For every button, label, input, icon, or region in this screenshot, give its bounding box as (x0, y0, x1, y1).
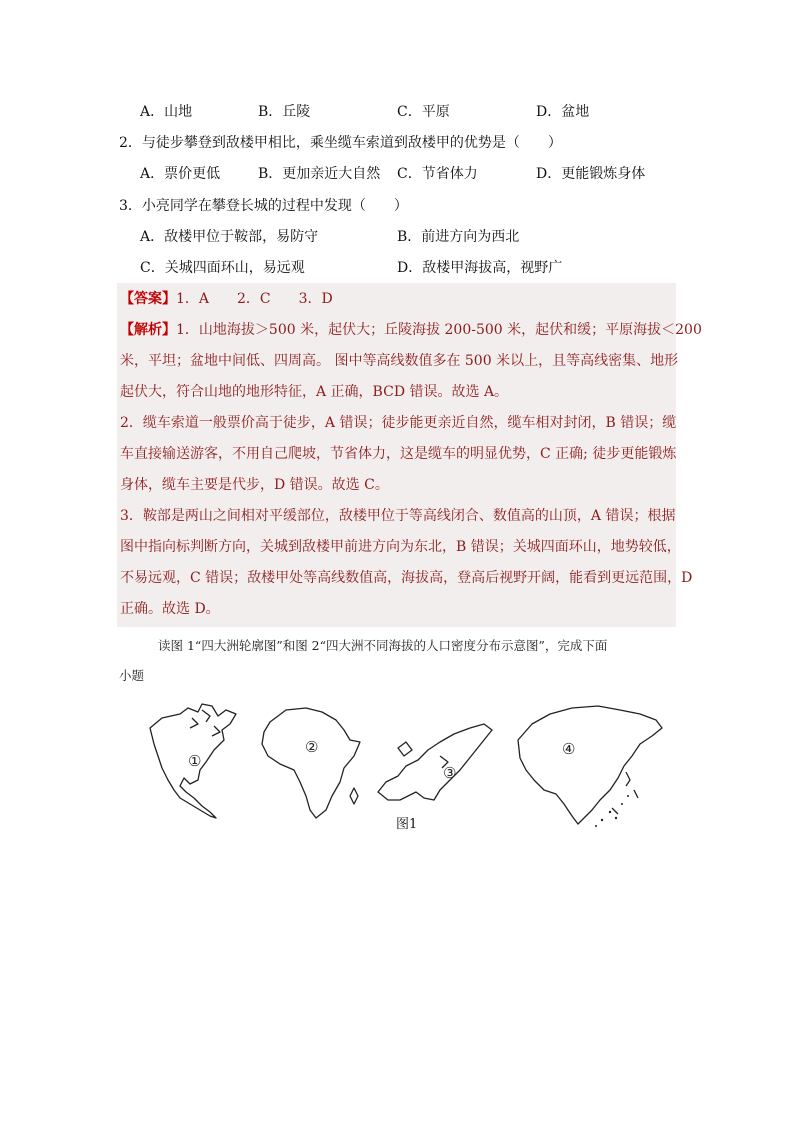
q3-option-a: A．敌楼甲位于鞍部，易防守 (140, 229, 319, 245)
q3-stem: 3．小亮同学在攀登长城的过程中发现（ ） (119, 198, 408, 214)
q2-option-d: D．更能锻炼身体 (536, 166, 646, 182)
figure-caption: 图1 (396, 817, 418, 832)
q3-option-d: D．敌楼甲海拔高，视野广 (397, 260, 563, 276)
analysis-line-5: 车直接输送游客，不用自己爬坡，节省体力，这是缆车的明显优势，C 正确; 徒步更能锻炼 (120, 446, 677, 462)
q2-option-c: C．节省体力 (397, 166, 478, 182)
q1-option-b: B．丘陵 (258, 104, 311, 120)
intro-line-1: 读图 1“四大洲轮廓图”和图 2“四大洲不同海拔的人口密度分布示意图”，完成下面 (158, 638, 608, 653)
label-4: ④ (562, 740, 576, 758)
analysis-line-6: 身体，缆车主要是代步，D 错误。故选 C。 (120, 477, 389, 493)
analysis-tag: 【解析】 (120, 322, 176, 338)
europe-outline (378, 724, 492, 800)
label-1: ① (188, 752, 202, 770)
analysis-line-9: 不易远观，C 错误；敌楼甲处等高线数值高，海拔高，登高后视野开阔，能看到更远范围，D (120, 570, 693, 586)
q2-stem: 2．与徒步攀登到敌楼甲相比，乘坐缆车索道到敌楼甲的优势是（ ） (119, 135, 562, 151)
q2-option-a: A．票价更低 (140, 166, 221, 182)
q1-option-d: D．盆地 (536, 104, 590, 120)
answer-tag: 【答案】 (120, 291, 176, 307)
analysis-line-7: 3．鞍部是两山之间相对平缓部位，敌楼甲位于等高线闭合、数值高的山顶，A 错误；根据 (120, 508, 676, 524)
q1-option-c: C．平原 (397, 104, 450, 120)
q3-option-c: C．关城四面环山，易远观 (140, 260, 305, 276)
answer-line (120, 289, 333, 309)
analysis-line-4: 2．缆车索道一般票价高于徒步，A 错误；徒步能更亲近自然，缆车相对封闭，B 错误；缆 (120, 415, 677, 431)
answer-text: 1．A 2．C 3．D (176, 291, 333, 307)
q1-option-a: A．山地 (140, 104, 193, 120)
label-3: ③ (443, 764, 457, 782)
analysis-line-10: 正确。故选 D。 (120, 601, 220, 617)
q3-option-b: B．前进方向为西北 (397, 229, 520, 245)
analysis-line-1: 【解析】1．山地海拔＞500 米，起伏大；丘陵海拔 200-500 米，起伏和缓；平原海拔＜200 (120, 322, 702, 338)
intro-line-2: 小题 (119, 668, 145, 683)
asia-outline (518, 706, 662, 824)
analysis-line-8: 图中指向标判断方向，关城到敌楼甲前进方向为东北，B 错误；关城四面环山，地势较低， (120, 539, 681, 555)
label-2: ② (305, 738, 319, 756)
analysis-line-3: 起伏大，符合山地的地形特征，A 正确，BCD 错误。故选 A。 (120, 384, 509, 400)
africa-outline (262, 708, 360, 818)
analysis-line-2: 米，平坦；盆地中间低、四周高。 图中等高线数值多在 500 米以上，且等高线密集、地形 (120, 353, 679, 369)
q2-option-b: B．更加亲近大自然 (258, 166, 381, 182)
